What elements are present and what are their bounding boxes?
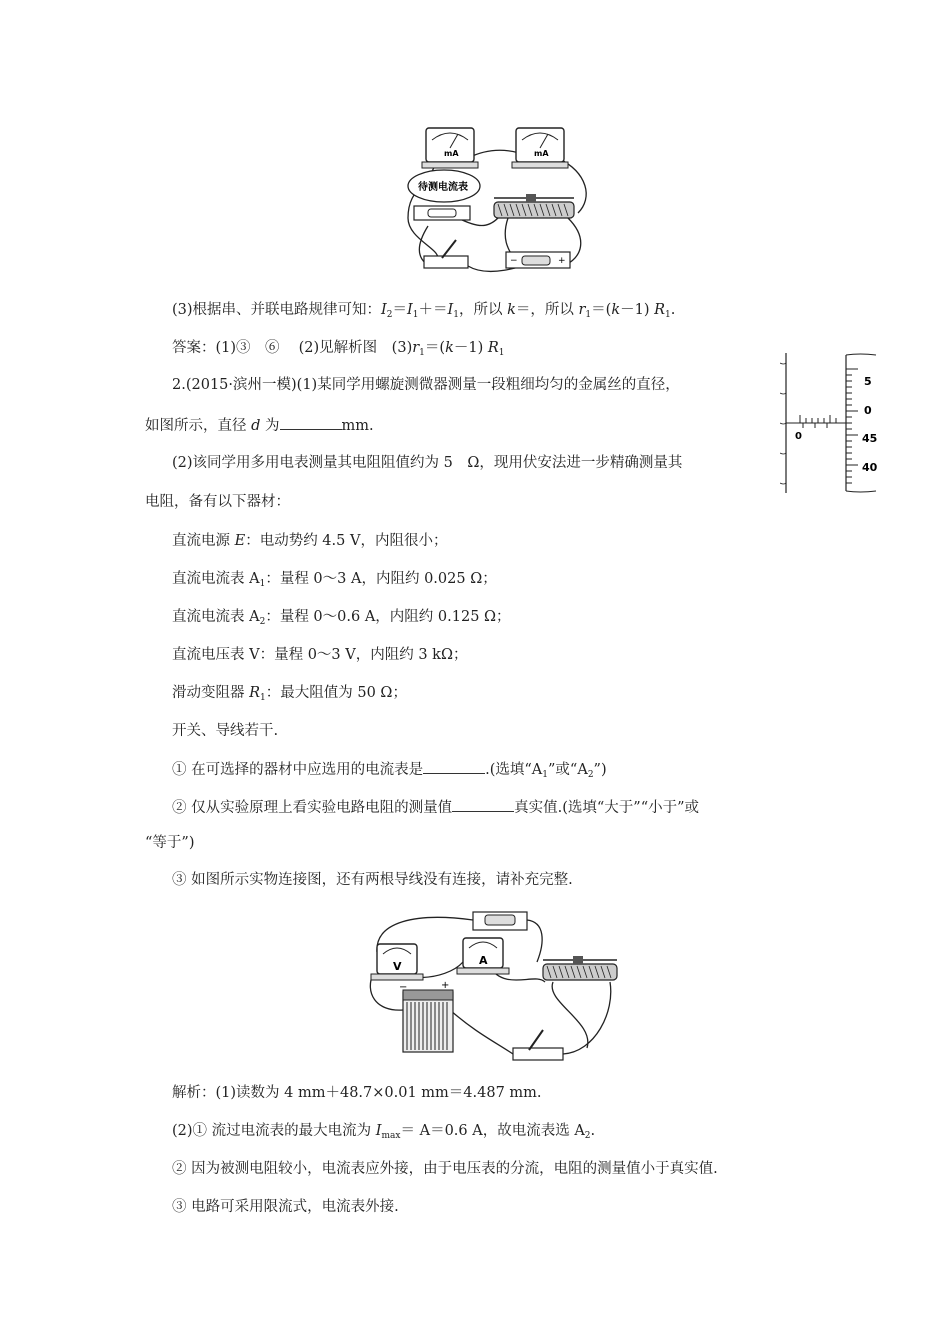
question-2-line-1: 2.(2015·滨州一模)(1)某同学用螺旋测微器测量一段粗细均匀的金属丝的直径， — [172, 377, 680, 393]
answer-blank-measurement[interactable] — [452, 797, 514, 812]
circuit-figure-1 — [398, 118, 598, 288]
subquestion-2: ② 仅从实验原理上看实验电路电阻的测量值 真实值.(选填“大于”“小于”或 — [172, 797, 699, 818]
svg-text:−: − — [510, 256, 518, 266]
svg-text:+: + — [441, 980, 450, 991]
solution-line-2: (2)① 流过电流表的最大电流为 $I_{max}= A=0.6$ A，故电流表选 $A_2$. — [172, 1123, 596, 1141]
question-2-line-3: (2)该同学用多用电表测量其电阻阻值约为 5 Ω，现用伏安法进一步精确测量其 — [172, 455, 683, 471]
answer-line: 答案：(1)③ ⑥ (2)见解析图 $(3)r_1=(k-1)$ $R_1$ — [172, 340, 505, 358]
ammeter — [457, 938, 509, 974]
svg-text:45: 45 — [862, 432, 878, 445]
material-line-voltmeter: 直流电压表 V：量程 0～3 V，内阻约 3 kΩ； — [172, 647, 468, 663]
micrometer-figure — [780, 353, 880, 493]
milliammeter-right — [512, 128, 568, 168]
svg-text:+: + — [558, 256, 566, 266]
circuit-figure-2 — [355, 902, 630, 1072]
svg-text:A: A — [479, 954, 488, 967]
question-2-line-4: 电阻，备有以下器材： — [145, 494, 290, 510]
material-line-ammeter-a2: 直流电流表 $A_2$：量程 0～0.6 A，内阻约 0.125 Ω； — [172, 609, 511, 627]
solution-line-3: ② 因为被测电阻较小，电流表应外接，由于电压表的分流，电阻的测量值小于真实值. — [172, 1161, 718, 1177]
answer-blank-diameter[interactable] — [280, 415, 342, 430]
text-line-explanation-3: (3)根据串、并联电路规律可知：$I_2=I_1+=I_1$，所以 k＝，所以 $r_1=(k-1)$ $R_1$. — [172, 302, 676, 320]
material-line-rheostat: 滑动变阻器 $R_1$：最大阻值为 50 Ω； — [172, 685, 407, 703]
svg-text:−: − — [399, 982, 408, 993]
svg-text:0: 0 — [795, 431, 802, 442]
svg-text:5: 5 — [864, 375, 872, 388]
solution-line-1: 解析：(1)读数为 4 mm＋48.7×0.01 mm＝4.487 mm. — [172, 1085, 542, 1101]
svg-text:待测电流表: 待测电流表 — [418, 182, 468, 193]
subquestion-1: ① 在可选择的器材中应选用的电流表是 .(选填“$A_1$”或“$A_2$”) — [172, 759, 607, 780]
voltmeter — [371, 944, 423, 980]
svg-text:V: V — [393, 960, 402, 973]
subquestion-2-cont: “等于”) — [145, 835, 195, 851]
material-line-power: 直流电源 E：电动势约 4.5 V，内阻很小； — [172, 533, 448, 549]
question-2-line-2: 如图所示，直径 d 为 mm. — [145, 415, 374, 436]
solution-line-4: ③ 电路可采用限流式，电流表外接. — [172, 1199, 399, 1215]
svg-text:0: 0 — [864, 404, 872, 417]
svg-text:mA: mA — [444, 149, 459, 158]
milliammeter-left — [422, 128, 478, 168]
answer-blank-ammeter[interactable] — [423, 759, 485, 774]
svg-text:mA: mA — [534, 149, 549, 158]
material-line-switch: 开关、导线若干. — [172, 723, 279, 739]
svg-text:40: 40 — [862, 461, 878, 474]
subquestion-3: ③ 如图所示实物连接图，还有两根导线没有连接，请补充完整. — [172, 872, 573, 888]
material-line-ammeter-a1: 直流电流表 $A_1$：量程 0～3 A，内阻约 0.025 Ω； — [172, 571, 497, 589]
